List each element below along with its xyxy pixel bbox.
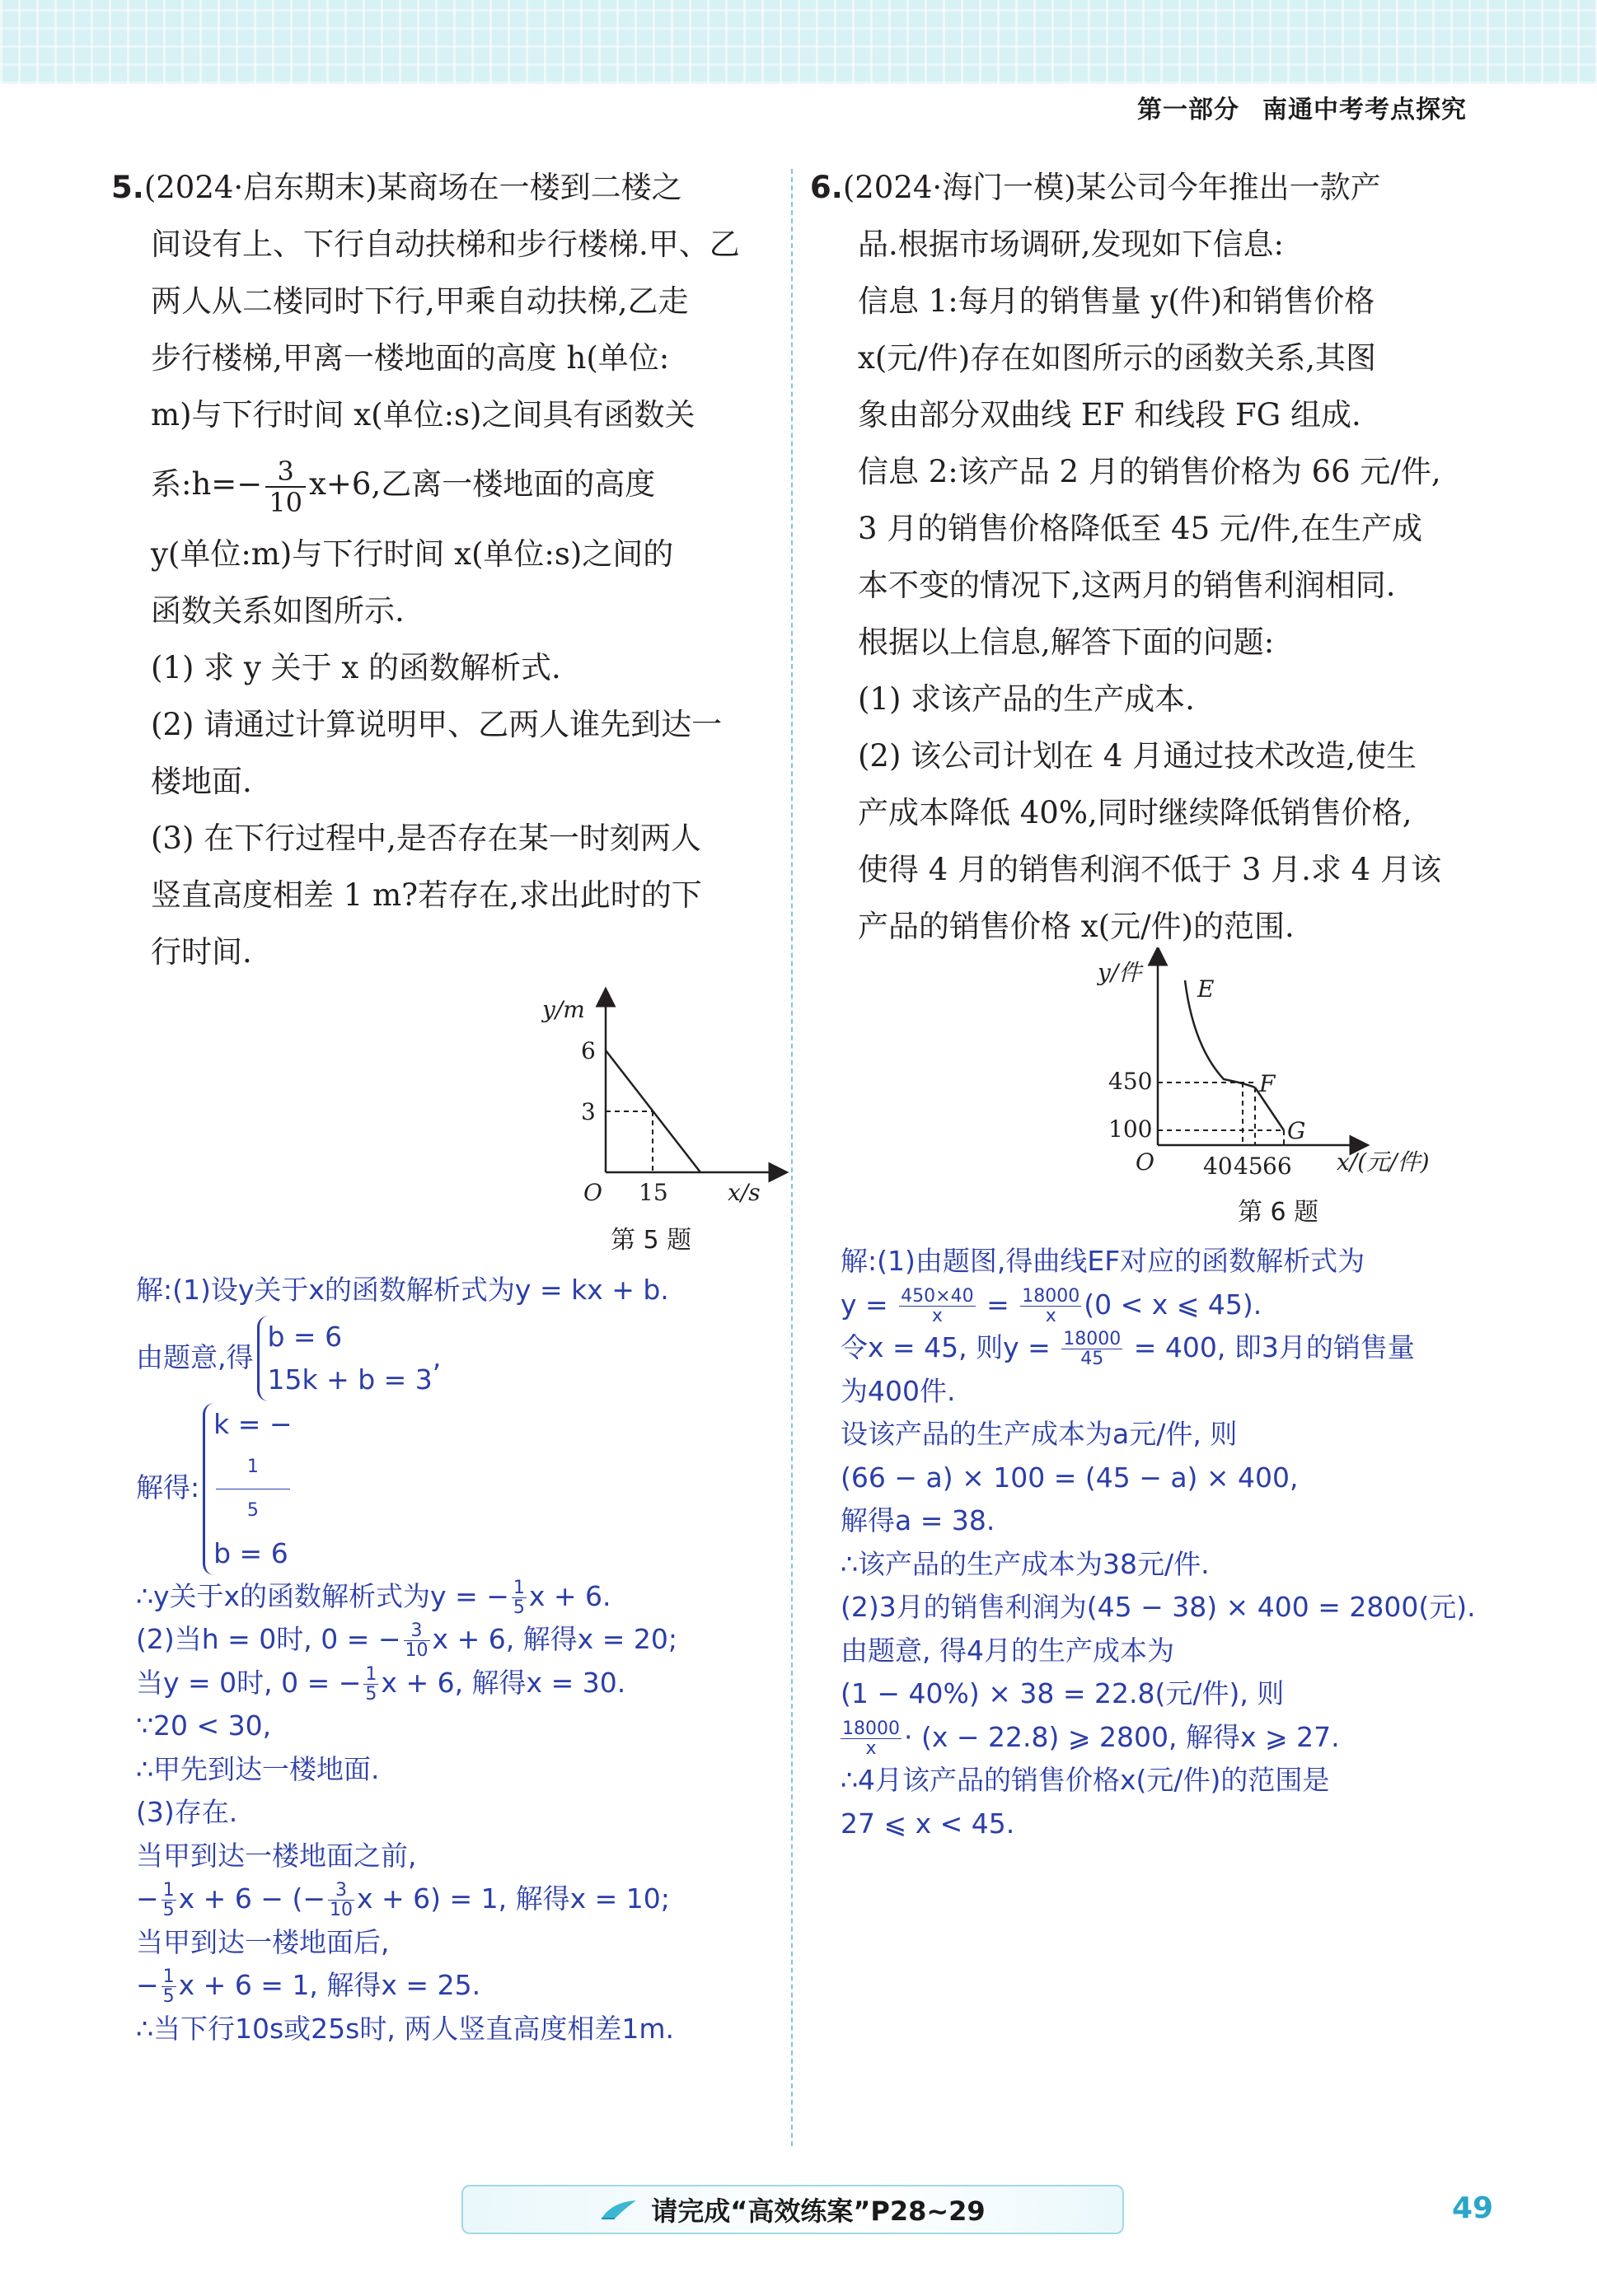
frac-d: 5 — [246, 1499, 259, 1521]
sol6-l3-pre: 令x = 45, 则y = — [841, 1331, 1060, 1363]
problem-5-line-14: 行时间. — [151, 934, 252, 970]
problem-6-question-1: (1) 求该产品的生产成本. — [858, 681, 1195, 717]
problem-5-number: 5. — [111, 170, 144, 205]
p6-xtick-40: 40 — [1203, 1153, 1233, 1180]
frac-n: 1 — [513, 1577, 525, 1598]
frac-n: 1 — [162, 1966, 175, 1987]
sol5-eq-1: b = 6 — [267, 1321, 343, 1353]
solution-5 — [136, 1269, 779, 2051]
frac-n: 1 — [365, 1663, 377, 1685]
p5-ytick-3: 3 — [581, 1098, 596, 1125]
problem-6-line-2: 品.根据市场调研,发现如下信息: — [858, 227, 1284, 262]
frac-n: 450×40 — [901, 1285, 974, 1307]
sol6-line-2 — [841, 1284, 1500, 1327]
p5-ylabel: y/m — [542, 996, 585, 1023]
header-part: 第一部分 — [1137, 96, 1239, 124]
frac-n: 18000 — [1022, 1285, 1080, 1307]
problem-5-line-8: 函数关系如图所示. — [151, 593, 405, 629]
pen-icon — [600, 2197, 638, 2222]
problem-6-number: 6. — [810, 170, 843, 205]
p6-ytick-450: 450 — [1108, 1068, 1153, 1095]
p6-hyperbola-EF — [1185, 980, 1255, 1087]
p6-point-F: F — [1259, 1070, 1276, 1097]
problem-6-caption: 第 6 题 — [1238, 1198, 1319, 1227]
sol5-eq-2: 15k + b = 3 — [267, 1363, 433, 1396]
sol5-l11-c: x + 6) = 1, 解得x = 10; — [356, 1882, 670, 1915]
sol5-l5-post: x + 6, 解得x = 20; — [432, 1623, 677, 1655]
sol5-line-12: 当甲到达一楼地面后, — [136, 1925, 390, 1958]
sol6-line-13: ∴4月该产品的销售价格x(元/件)的范围是 — [841, 1764, 1330, 1796]
p5-xtick-15: 15 — [639, 1179, 668, 1206]
problem-6-line-7: 3 月的销售价格降低至 45 元/件,在生产成 — [858, 511, 1423, 546]
sol5-l6-pre: 当y = 0时, 0 = − — [136, 1666, 362, 1699]
frac-n: 3 — [404, 1621, 430, 1641]
problem-5-question-3: (3) 在下行过程中,是否存在某一时刻两人 — [151, 821, 701, 856]
column-divider — [791, 169, 793, 2146]
sol6-l12-post: · (x − 22.8) ⩾ 2800, 解得x ⩾ 27. — [904, 1720, 1340, 1753]
p6-point-E: E — [1197, 975, 1215, 1003]
sol5-l6-post: x + 6, 解得x = 30. — [381, 1666, 626, 1699]
sol5-l4-post: x + 6. — [528, 1579, 611, 1612]
problem-6-line-8: 本不变的情况下,这两月的销售利润相同. — [858, 568, 1396, 603]
frac-d: 5 — [365, 1683, 377, 1704]
sol5-system-2-label: 解得: — [136, 1471, 200, 1503]
footer-banner-text: 请完成“高效练案”P28~29 — [651, 2195, 986, 2227]
sol6-line-9: (2)3月的销售利润为(45 − 38) × 400 = 2800(元). — [841, 1591, 1476, 1623]
sol5-brace-1 — [257, 1316, 433, 1401]
sol6-line-12 — [841, 1716, 1500, 1760]
problem-6-info-1: 信息 1:每月的销售量 y(件)和销售价格 — [858, 283, 1375, 319]
sol5-eq-b: b = 6 — [213, 1536, 288, 1569]
problem-6 — [810, 159, 1486, 955]
frac-n: 1 — [216, 1446, 289, 1489]
sol5-line-1: 解:(1)设y关于x的函数解析式为y = kx + b. — [136, 1274, 669, 1306]
sol6-line-5: 设该产品的生产成本为a元/件, 则 — [841, 1418, 1238, 1450]
header-band — [0, 0, 1597, 84]
problem-5-formula-line — [111, 443, 766, 526]
frac-d: 5 — [162, 1986, 175, 2007]
p6-xtick-66: 66 — [1262, 1153, 1292, 1180]
problem-6-graph — [1079, 947, 1483, 1186]
sol5-system-2 — [136, 1403, 779, 1575]
formula-fraction — [265, 456, 306, 517]
problem-5-question-2: (2) 请通过计算说明甲、乙两人谁先到达一 — [151, 707, 723, 742]
sol5-line-8: ∴甲先到达一楼地面. — [136, 1752, 380, 1785]
page-header — [1137, 89, 1467, 125]
problem-6-line-13: 使得 4 月的销售利润不低于 3 月.求 4 月该 — [858, 852, 1441, 887]
p5-ytick-6: 6 — [581, 1037, 596, 1064]
sol5-system-1 — [136, 1312, 779, 1403]
sol5-l4-pre: ∴y关于x的函数解析式为y = − — [136, 1579, 509, 1612]
problem-5-line-11: 楼地面. — [151, 764, 252, 799]
sol5-l5-pre: (2)当h = 0时, 0 = − — [136, 1623, 401, 1655]
sol5-system-1-comma: , — [432, 1340, 442, 1373]
sol5-system-1-label: 由题意,得 — [136, 1340, 254, 1373]
frac-d: 10 — [405, 1640, 429, 1661]
problem-5-line-7: y(单位:m)与下行时间 x(单位:s)之间的 — [151, 536, 674, 572]
problem-6-line-5: 象由部分双曲线 EF 和线段 FG 组成. — [858, 397, 1361, 433]
frac-d: x — [931, 1305, 943, 1326]
fraction-numerator: 3 — [265, 456, 306, 488]
sol6-l2-post: (0 < x ⩽ 45). — [1084, 1288, 1262, 1321]
problem-5-line-13: 竖直高度相差 1 m?若存在,求出此时的下 — [151, 877, 702, 913]
problem-6-question-2: (2) 该公司计划在 4 月通过技术改造,使生 — [858, 738, 1417, 774]
sol5-l13-a: − — [136, 1969, 159, 2001]
sol6-line-14: 27 ⩽ x < 45. — [841, 1807, 1015, 1840]
sol5-line-9: (3)存在. — [136, 1796, 238, 1828]
sol6-line-11: (1 − 40%) × 38 = 22.8(元/件), 则 — [841, 1677, 1285, 1709]
problem-5-question-1: (1) 求 y 关于 x 的函数解析式. — [151, 650, 561, 685]
sol6-line-7: 解得a = 38. — [841, 1504, 995, 1536]
sol6-line-8: ∴该产品的生产成本为38元/件. — [841, 1547, 1210, 1580]
problem-5-line-5: m)与下行时间 x(单位:s)之间具有函数关 — [151, 397, 695, 433]
p6-xtick-45: 45 — [1234, 1153, 1263, 1180]
sol5-line-4 — [136, 1575, 779, 1619]
frac-n: 18000 — [1063, 1329, 1122, 1349]
frac-d: x — [1045, 1305, 1056, 1326]
frac-d: 5 — [513, 1597, 525, 1618]
page-number: 49 — [1452, 2191, 1494, 2225]
frac-d: x — [865, 1737, 877, 1759]
problem-5-text: (2024·启东期末)某商场在一楼到二楼之 — [143, 170, 682, 205]
frac-d: 45 — [1080, 1349, 1104, 1369]
problem-5-line-1 — [111, 159, 766, 216]
sol6-line-6: (66 − a) × 100 = (45 − a) × 400, — [841, 1461, 1299, 1494]
sol5-l11-b: x + 6 − (− — [178, 1882, 325, 1915]
frac-d: 5 — [162, 1900, 175, 1920]
problem-6-line-14: 产品的销售价格 x(元/件)的范围. — [858, 909, 1295, 944]
problem-6-line-9: 根据以上信息,解答下面的问题: — [858, 624, 1275, 660]
sol6-line-1: 解:(1)由题图,得曲线EF对应的函数解析式为 — [841, 1245, 1365, 1277]
sol6-l2-mid: = — [977, 1288, 1019, 1321]
sol6-l3-post: = 400, 即3月的销售量 — [1125, 1331, 1415, 1363]
p6-xlabel: x/(元/件) — [1337, 1148, 1430, 1176]
problem-5-line-4: 步行楼梯,甲离一楼地面的高度 h(单位: — [151, 340, 670, 376]
sol6-line-10: 由题意, 得4月的生产成本为 — [841, 1634, 1174, 1667]
sol5-line-10: 当甲到达一楼地面之前, — [136, 1839, 417, 1872]
problem-5-line-3: 两人从二楼同时下行,甲乘自动扶梯,乙走 — [151, 283, 689, 319]
problem-6-text: (2024·海门一模)某公司今年推出一款产 — [842, 170, 1381, 205]
solution-6 — [841, 1240, 1500, 1845]
fraction-denominator: 10 — [269, 486, 303, 518]
formula-pre: 系:h=− — [151, 466, 263, 502]
sol5-line-6 — [136, 1662, 779, 1705]
sol5-line-14: ∴当下行10s或25s时, 两人竖直高度相差1m. — [136, 2012, 674, 2045]
sol5-eq-k — [213, 1403, 292, 1532]
problem-6-info-2: 信息 2:该产品 2 月的销售价格为 66 元/件, — [858, 454, 1441, 489]
p5-origin: O — [583, 1179, 602, 1206]
footer-banner — [461, 2185, 1124, 2234]
sol5-line-11 — [136, 1877, 779, 1921]
sol5-l11-a: − — [136, 1882, 159, 1915]
problem-5-graph — [527, 984, 791, 1223]
frac-n: 3 — [328, 1881, 354, 1901]
sol6-line-3 — [841, 1326, 1500, 1370]
frac-d: 10 — [329, 1900, 353, 1920]
p5-xlabel: x/s — [728, 1179, 761, 1206]
sol5-line-7: ∵20 < 30, — [136, 1709, 272, 1742]
problem-5-line-2: 间设有上、下行自动扶梯和步行楼梯.甲、乙 — [151, 227, 740, 262]
frac-n: 18000 — [842, 1718, 900, 1739]
problem-5-caption: 第 5 题 — [611, 1226, 692, 1255]
sol5-line-13 — [136, 1964, 779, 2008]
problem-6-line-12: 产成本降低 40%,同时继续降低销售价格, — [858, 795, 1412, 830]
problem-6-line-4: x(元/件)存在如图所示的函数关系,其图 — [858, 340, 1376, 376]
frac-n: 1 — [162, 1880, 175, 1901]
sol5-brace-2 — [203, 1403, 292, 1575]
problem-6-line-1 — [810, 159, 1486, 216]
p6-origin: O — [1136, 1148, 1154, 1176]
header-section: 南通中考考点探究 — [1262, 96, 1467, 124]
sol5-line-5 — [136, 1618, 779, 1662]
p6-point-G: G — [1287, 1117, 1306, 1144]
problem-5 — [111, 159, 766, 980]
p6-ylabel: y/件 — [1098, 959, 1142, 986]
sol6-l2-pre: y = — [841, 1288, 897, 1321]
sol6-line-4: 为400件. — [841, 1374, 956, 1407]
p6-ytick-100: 100 — [1108, 1115, 1153, 1143]
sol5-l13-b: x + 6 = 1, 解得x = 25. — [178, 1969, 481, 2001]
sol5-eq-k-pre: k = − — [213, 1407, 293, 1440]
formula-post: x+6,乙离一楼地面的高度 — [309, 466, 656, 502]
